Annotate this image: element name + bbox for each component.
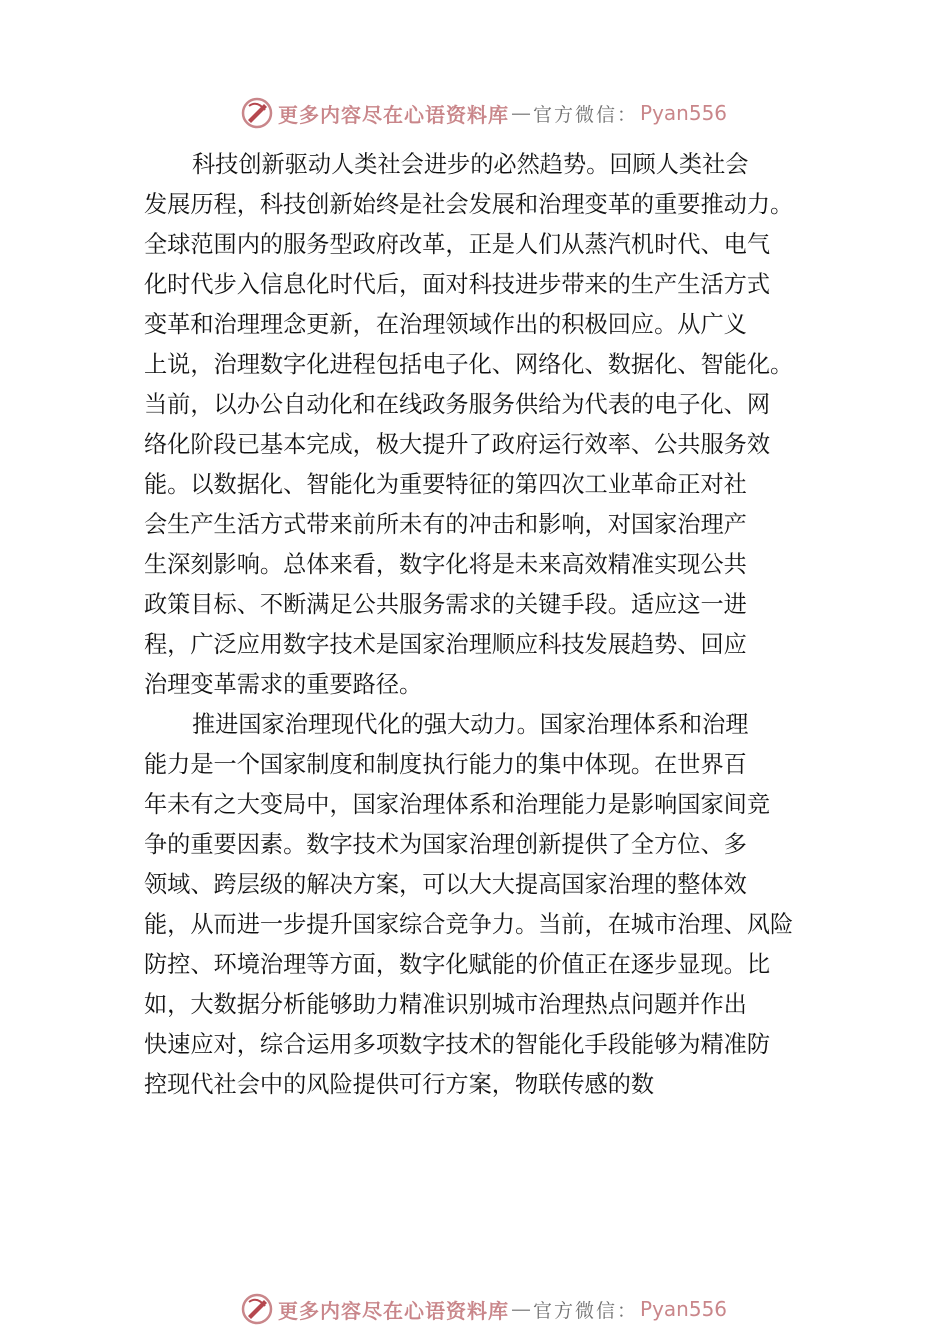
text-line: 变革和治理理念更新，在治理领域作出的积极回应。从广义 xyxy=(144,311,747,338)
text-line: 快速应对，综合运用多项数字技术的智能化手段能够为精准防 xyxy=(144,1031,771,1058)
text-line: 会生产生活方式带来前所未有的冲击和影响，对国家治理产 xyxy=(144,511,747,538)
banner-title: 更多内容尽在心语资料库 xyxy=(278,1298,509,1323)
text-line: 络化阶段已基本完成，极大提升了政府运行效率、公共服务效 xyxy=(144,431,771,458)
text-line: 能。以数据化、智能化为重要特征的第四次工业革命正对社 xyxy=(144,471,747,498)
footer-banner xyxy=(240,1292,727,1326)
banner-label: 官方微信： xyxy=(533,103,639,126)
paragraph-2 xyxy=(144,705,834,1105)
text-line: 推进国家治理现代化的强大动力。国家治理体系和治理 xyxy=(192,711,749,738)
text-line: 如，大数据分析能够助力精准识别城市治理热点问题并作出 xyxy=(144,991,747,1018)
text-line: 当前，以办公自动化和在线政务服务供给为代表的电子化、网 xyxy=(144,391,771,418)
text-line: 治理变革需求的重要路径。 xyxy=(144,671,423,698)
text-line: 生深刻影响。总体来看，数字化将是未来高效精准实现公共 xyxy=(144,551,747,578)
paragraph-1 xyxy=(144,145,834,705)
banner-wechat-id: Pyan556 xyxy=(640,101,728,125)
text-line: 年未有之大变局中，国家治理体系和治理能力是影响国家间竞 xyxy=(144,791,771,818)
text-line: 化时代步入信息化时代后，面对科技进步带来的生产生活方式 xyxy=(144,271,771,298)
banner-title: 更多内容尽在心语资料库 xyxy=(278,102,509,127)
text-line: 控现代社会中的风险提供可行方案，物联传感的数 xyxy=(144,1071,655,1098)
header-banner xyxy=(240,96,727,130)
text-line: 争的重要因素。数字技术为国家治理创新提供了全方位、多 xyxy=(144,831,747,858)
text-line: 能，从而进一步提升国家综合竞争力。当前，在城市治理、风险 xyxy=(144,911,794,938)
banner-dash: — xyxy=(511,101,531,125)
brand-logo-icon xyxy=(240,1292,274,1326)
banner-dash: — xyxy=(511,1297,531,1321)
text-line: 程，广泛应用数字技术是国家治理顺应科技发展趋势、回应 xyxy=(144,631,747,658)
document-body xyxy=(144,145,834,1105)
text-line: 全球范围内的服务型政府改革，正是人们从蒸汽机时代、电气 xyxy=(144,231,771,258)
brand-logo-icon xyxy=(240,96,274,130)
text-line: 能力是一个国家制度和制度执行能力的集中体现。在世界百 xyxy=(144,751,747,778)
text-line: 领域、跨层级的解决方案，可以大大提高国家治理的整体效 xyxy=(144,871,747,898)
text-line: 科技创新驱动人类社会进步的必然趋势。回顾人类社会 xyxy=(192,151,749,178)
banner-wechat-id: Pyan556 xyxy=(640,1297,728,1321)
text-line: 政策目标、不断满足公共服务需求的关键手段。适应这一进 xyxy=(144,591,747,618)
text-line: 上说，治理数字化进程包括电子化、网络化、数据化、智能化。 xyxy=(144,351,794,378)
banner-label: 官方微信： xyxy=(533,1299,639,1322)
text-line: 防控、环境治理等方面，数字化赋能的价值正在逐步显现。比 xyxy=(144,951,771,978)
text-line: 发展历程，科技创新始终是社会发展和治理变革的重要推动力。 xyxy=(144,191,794,218)
